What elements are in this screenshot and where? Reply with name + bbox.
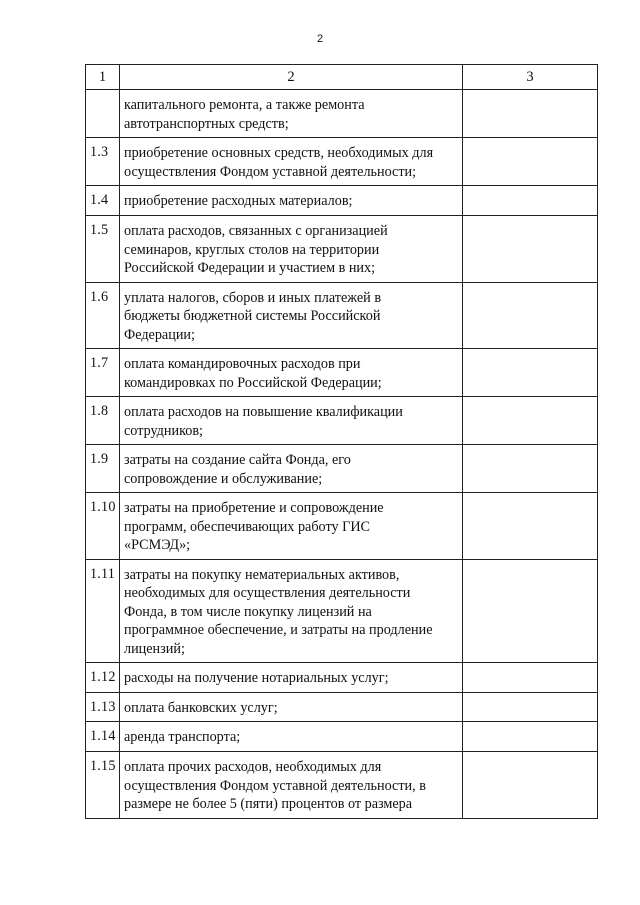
row-number: 1.5 [90, 222, 109, 238]
table-row [86, 445, 598, 493]
row-description-cell [120, 138, 463, 186]
row-value-cell [463, 138, 598, 186]
row-number: 1.3 [90, 144, 109, 160]
row-description-cell [120, 397, 463, 445]
row-description: оплата расходов на повышение квалификации сотрудников; [124, 404, 403, 439]
row-description-cell [120, 722, 463, 752]
row-number-cell [86, 493, 120, 560]
row-value-cell [463, 692, 598, 722]
row-value-cell [463, 445, 598, 493]
table-row [86, 186, 598, 216]
row-number-cell [86, 559, 120, 663]
row-value-cell [463, 282, 598, 349]
row-value-cell [463, 559, 598, 663]
table-row [86, 90, 598, 138]
row-description: затраты на покупку нематериальных активов, необходимых для осуществления деятельности Фонда, в том числе покупку лицензий на программное обеспечение, и затраты на продление лицензий; [124, 566, 433, 657]
table-row [86, 282, 598, 349]
row-number: 1.11 [90, 565, 116, 582]
row-number-cell [86, 692, 120, 722]
row-description-cell [120, 445, 463, 493]
row-number-cell [86, 445, 120, 493]
table-row [86, 722, 598, 752]
row-description-cell [120, 186, 463, 216]
row-number: 1.10 [90, 499, 116, 515]
row-description: затраты на приобретение и сопровождение программ, обеспечивающих работу ГИС «РСМЭД»; [124, 500, 384, 553]
row-description: приобретение расходных материалов; [124, 193, 353, 209]
row-value-cell [463, 90, 598, 138]
row-value-cell [463, 397, 598, 445]
row-description: расходы на получение нотариальных услуг; [124, 670, 389, 686]
row-value-cell [463, 349, 598, 397]
row-number-cell [86, 282, 120, 349]
row-description-cell [120, 216, 463, 283]
row-value-cell [463, 493, 598, 560]
row-number-cell [86, 722, 120, 752]
row-number-cell [86, 663, 120, 693]
row-number: 1.7 [90, 355, 109, 371]
table-row [86, 493, 598, 560]
row-number: 1.4 [90, 192, 109, 208]
row-number: 1.9 [90, 451, 109, 467]
row-description: аренда транспорта; [124, 729, 241, 745]
row-description-cell [120, 559, 463, 663]
row-description: оплата командировочных расходов при командировках по Российской Федерации; [124, 356, 382, 391]
table-row [86, 138, 598, 186]
row-value-cell [463, 663, 598, 693]
row-description: оплата прочих расходов, необходимых для осуществления Фондом уставной деятельности, в размере не более 5 (пяти) процентов от размера [124, 759, 426, 812]
table-row [86, 349, 598, 397]
row-value-cell [463, 216, 598, 283]
table-row [86, 397, 598, 445]
row-description-cell [120, 663, 463, 693]
row-number-cell [86, 138, 120, 186]
row-description-cell [120, 752, 463, 819]
row-description: оплата расходов, связанных с организацией семинаров, круглых столов на территории Российской Федерации и участием в них; [124, 223, 388, 276]
row-description: приобретение основных средств, необходимых для осуществления Фондом уставной деятельности; [124, 145, 434, 180]
table-row [86, 752, 598, 819]
row-number: 1.12 [90, 669, 116, 685]
row-description: капитального ремонта, а также ремонта автотранспортных средств; [124, 97, 365, 132]
table-body [86, 65, 598, 819]
row-number: 1.14 [90, 728, 116, 744]
row-number: 1.13 [90, 698, 116, 715]
header-col-1: 1 [86, 65, 120, 90]
row-value-cell [463, 752, 598, 819]
row-number-cell [86, 186, 120, 216]
row-description-cell [120, 90, 463, 138]
header-col-2: 2 [120, 65, 463, 90]
row-number: 1.8 [90, 403, 109, 419]
table-row [86, 692, 598, 722]
row-description-cell [120, 282, 463, 349]
row-description: оплата банковских услуг; [124, 699, 278, 716]
table-row [86, 663, 598, 693]
table-row [86, 559, 598, 663]
row-value-cell [463, 186, 598, 216]
row-number: 1.15 [90, 758, 116, 774]
row-description: уплата налогов, сборов и иных платежей в бюджеты бюджетной системы Российской Федерации; [124, 289, 382, 343]
header-col-3: 3 [463, 65, 598, 90]
row-description: затраты на создание сайта Фонда, его сопровождение и обслуживание; [124, 452, 351, 487]
page-number: 2 [316, 33, 324, 45]
row-number-cell [86, 397, 120, 445]
table-row [86, 216, 598, 283]
row-value-cell [463, 722, 598, 752]
row-number-cell [86, 216, 120, 283]
row-number-cell [86, 752, 120, 819]
row-description-cell [120, 349, 463, 397]
row-description-cell [120, 493, 463, 560]
table-header-row [86, 65, 598, 90]
expense-table [85, 64, 598, 819]
row-description-cell [120, 692, 463, 722]
row-number-cell [86, 349, 120, 397]
row-number-cell [86, 90, 120, 138]
row-number [86, 90, 119, 95]
row-number: 1.6 [90, 288, 109, 305]
